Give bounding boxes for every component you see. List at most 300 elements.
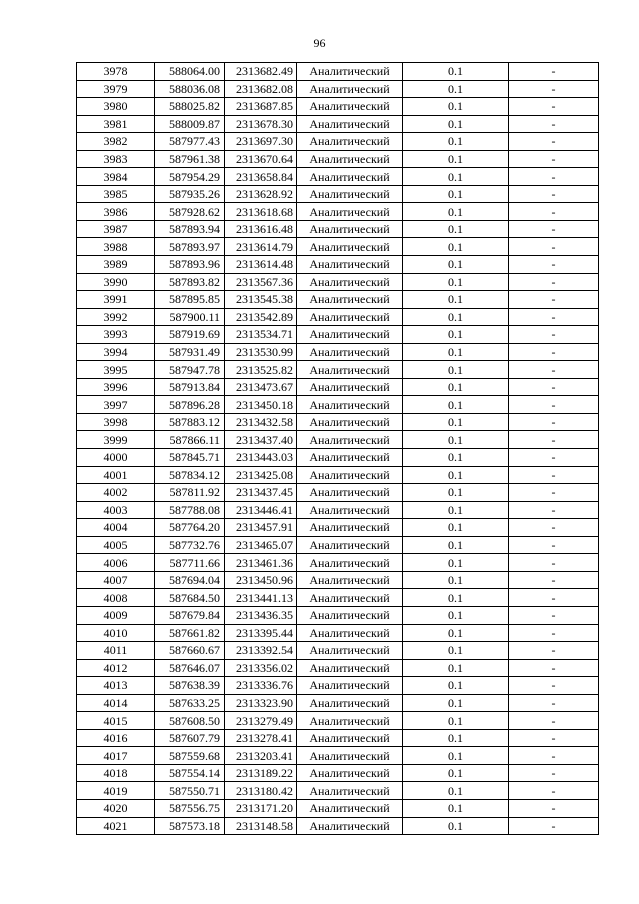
table-row [77,238,599,256]
accuracy-cell: 0.1 [403,764,509,782]
note-cell: - [509,536,599,554]
accuracy-cell: 0.1 [403,729,509,747]
x-coordinate-cell: 587732.76 [155,536,225,554]
y-coordinate-cell: 2313189.22 [225,764,297,782]
y-coordinate-cell: 2313616.48 [225,220,297,238]
table-row [77,571,599,589]
accuracy-cell: 0.1 [403,817,509,835]
x-coordinate-cell: 587895.85 [155,291,225,309]
note-cell: - [509,256,599,274]
point-number-cell: 4018 [77,764,155,782]
x-coordinate-cell: 587711.66 [155,554,225,572]
accuracy-cell: 0.1 [403,677,509,695]
y-coordinate-cell: 2313171.20 [225,799,297,817]
y-coordinate-cell: 2313392.54 [225,642,297,660]
y-coordinate-cell: 2313432.58 [225,413,297,431]
x-coordinate-cell: 587684.50 [155,589,225,607]
accuracy-cell: 0.1 [403,413,509,431]
y-coordinate-cell: 2313395.44 [225,624,297,642]
method-cell: Аналитический [297,642,403,660]
point-number-cell: 4005 [77,536,155,554]
x-coordinate-cell: 587788.08 [155,501,225,519]
accuracy-cell: 0.1 [403,115,509,133]
note-cell: - [509,115,599,133]
note-cell: - [509,659,599,677]
accuracy-cell: 0.1 [403,80,509,98]
accuracy-cell: 0.1 [403,624,509,642]
note-cell: - [509,133,599,151]
accuracy-cell: 0.1 [403,378,509,396]
accuracy-cell: 0.1 [403,150,509,168]
table-row [77,396,599,414]
x-coordinate-cell: 587607.79 [155,729,225,747]
accuracy-cell: 0.1 [403,238,509,256]
method-cell: Аналитический [297,185,403,203]
y-coordinate-cell: 2313446.41 [225,501,297,519]
method-cell: Аналитический [297,238,403,256]
method-cell: Аналитический [297,343,403,361]
y-coordinate-cell: 2313180.42 [225,782,297,800]
accuracy-cell: 0.1 [403,343,509,361]
point-number-cell: 4020 [77,799,155,817]
table-row [77,712,599,730]
x-coordinate-cell: 587573.18 [155,817,225,835]
y-coordinate-cell: 2313279.49 [225,712,297,730]
accuracy-cell: 0.1 [403,519,509,537]
method-cell: Аналитический [297,554,403,572]
point-number-cell: 4000 [77,449,155,467]
note-cell: - [509,413,599,431]
x-coordinate-cell: 587961.38 [155,150,225,168]
note-cell: - [509,642,599,660]
x-coordinate-cell: 587893.82 [155,273,225,291]
y-coordinate-cell: 2313425.08 [225,466,297,484]
note-cell: - [509,449,599,467]
note-cell: - [509,308,599,326]
x-coordinate-cell: 587679.84 [155,606,225,624]
y-coordinate-cell: 2313473.67 [225,378,297,396]
point-number-cell: 3981 [77,115,155,133]
point-number-cell: 3993 [77,326,155,344]
method-cell: Аналитический [297,501,403,519]
table-row [77,63,599,81]
point-number-cell: 3992 [77,308,155,326]
method-cell: Аналитический [297,606,403,624]
table-row [77,343,599,361]
method-cell: Аналитический [297,98,403,116]
table-row [77,98,599,116]
method-cell: Аналитический [297,168,403,186]
table-row [77,606,599,624]
y-coordinate-cell: 2313618.68 [225,203,297,221]
y-coordinate-cell: 2313356.02 [225,659,297,677]
y-coordinate-cell: 2313203.41 [225,747,297,765]
note-cell: - [509,185,599,203]
point-number-cell: 4001 [77,466,155,484]
point-number-cell: 4012 [77,659,155,677]
y-coordinate-cell: 2313441.13 [225,589,297,607]
method-cell: Аналитический [297,484,403,502]
x-coordinate-cell: 587935.26 [155,185,225,203]
point-number-cell: 3986 [77,203,155,221]
note-cell: - [509,361,599,379]
accuracy-cell: 0.1 [403,63,509,81]
y-coordinate-cell: 2313457.91 [225,519,297,537]
x-coordinate-cell: 587866.11 [155,431,225,449]
point-number-cell: 3990 [77,273,155,291]
y-coordinate-cell: 2313567.36 [225,273,297,291]
note-cell: - [509,273,599,291]
note-cell: - [509,501,599,519]
table-row [77,80,599,98]
accuracy-cell: 0.1 [403,606,509,624]
accuracy-cell: 0.1 [403,431,509,449]
x-coordinate-cell: 588025.82 [155,98,225,116]
point-number-cell: 3979 [77,80,155,98]
y-coordinate-cell: 2313545.38 [225,291,297,309]
point-number-cell: 3983 [77,150,155,168]
accuracy-cell: 0.1 [403,712,509,730]
x-coordinate-cell: 587633.25 [155,694,225,712]
y-coordinate-cell: 2313530.99 [225,343,297,361]
y-coordinate-cell: 2313437.45 [225,484,297,502]
note-cell: - [509,484,599,502]
accuracy-cell: 0.1 [403,168,509,186]
method-cell: Аналитический [297,396,403,414]
note-cell: - [509,694,599,712]
y-coordinate-cell: 2313278.41 [225,729,297,747]
y-coordinate-cell: 2313436.35 [225,606,297,624]
table-row [77,378,599,396]
note-cell: - [509,220,599,238]
table-row [77,220,599,238]
method-cell: Аналитический [297,624,403,642]
accuracy-cell: 0.1 [403,659,509,677]
accuracy-cell: 0.1 [403,326,509,344]
note-cell: - [509,203,599,221]
method-cell: Аналитический [297,571,403,589]
y-coordinate-cell: 2313443.03 [225,449,297,467]
y-coordinate-cell: 2313461.36 [225,554,297,572]
note-cell: - [509,747,599,765]
method-cell: Аналитический [297,747,403,765]
accuracy-cell: 0.1 [403,98,509,116]
accuracy-cell: 0.1 [403,554,509,572]
table-row [77,466,599,484]
note-cell: - [509,764,599,782]
method-cell: Аналитический [297,115,403,133]
table-row [77,747,599,765]
y-coordinate-cell: 2313534.71 [225,326,297,344]
accuracy-cell: 0.1 [403,361,509,379]
point-number-cell: 4016 [77,729,155,747]
method-cell: Аналитический [297,694,403,712]
point-number-cell: 3982 [77,133,155,151]
x-coordinate-cell: 587954.29 [155,168,225,186]
x-coordinate-cell: 587900.11 [155,308,225,326]
point-number-cell: 4006 [77,554,155,572]
accuracy-cell: 0.1 [403,256,509,274]
table-row [77,484,599,502]
method-cell: Аналитический [297,782,403,800]
x-coordinate-cell: 587646.07 [155,659,225,677]
method-cell: Аналитический [297,764,403,782]
point-number-cell: 3978 [77,63,155,81]
method-cell: Аналитический [297,817,403,835]
note-cell: - [509,677,599,695]
x-coordinate-cell: 587811.92 [155,484,225,502]
method-cell: Аналитический [297,291,403,309]
note-cell: - [509,431,599,449]
note-cell: - [509,343,599,361]
accuracy-cell: 0.1 [403,291,509,309]
method-cell: Аналитический [297,799,403,817]
method-cell: Аналитический [297,712,403,730]
y-coordinate-cell: 2313336.76 [225,677,297,695]
table-row [77,589,599,607]
note-cell: - [509,712,599,730]
note-cell: - [509,291,599,309]
accuracy-cell: 0.1 [403,589,509,607]
table-row [77,326,599,344]
method-cell: Аналитический [297,431,403,449]
accuracy-cell: 0.1 [403,396,509,414]
point-number-cell: 4002 [77,484,155,502]
accuracy-cell: 0.1 [403,203,509,221]
point-number-cell: 4010 [77,624,155,642]
x-coordinate-cell: 587913.84 [155,378,225,396]
y-coordinate-cell: 2313697.30 [225,133,297,151]
accuracy-cell: 0.1 [403,484,509,502]
method-cell: Аналитический [297,589,403,607]
x-coordinate-cell: 587845.71 [155,449,225,467]
x-coordinate-cell: 587608.50 [155,712,225,730]
note-cell: - [509,238,599,256]
point-number-cell: 4019 [77,782,155,800]
x-coordinate-cell: 587556.75 [155,799,225,817]
point-number-cell: 3988 [77,238,155,256]
table-row [77,519,599,537]
accuracy-cell: 0.1 [403,799,509,817]
point-number-cell: 4003 [77,501,155,519]
point-number-cell: 3995 [77,361,155,379]
accuracy-cell: 0.1 [403,694,509,712]
table-row [77,729,599,747]
accuracy-cell: 0.1 [403,501,509,519]
point-number-cell: 3987 [77,220,155,238]
x-coordinate-cell: 587554.14 [155,764,225,782]
method-cell: Аналитический [297,150,403,168]
point-number-cell: 4011 [77,642,155,660]
note-cell: - [509,817,599,835]
table-row [77,413,599,431]
y-coordinate-cell: 2313614.48 [225,256,297,274]
method-cell: Аналитический [297,677,403,695]
y-coordinate-cell: 2313465.07 [225,536,297,554]
y-coordinate-cell: 2313614.79 [225,238,297,256]
note-cell: - [509,326,599,344]
x-coordinate-cell: 587883.12 [155,413,225,431]
accuracy-cell: 0.1 [403,133,509,151]
method-cell: Аналитический [297,63,403,81]
method-cell: Аналитический [297,80,403,98]
method-cell: Аналитический [297,361,403,379]
point-number-cell: 4014 [77,694,155,712]
y-coordinate-cell: 2313682.08 [225,80,297,98]
table-row [77,133,599,151]
accuracy-cell: 0.1 [403,642,509,660]
accuracy-cell: 0.1 [403,782,509,800]
table-row [77,799,599,817]
note-cell: - [509,799,599,817]
page-number: 96 [313,36,326,50]
x-coordinate-cell: 588036.08 [155,80,225,98]
accuracy-cell: 0.1 [403,220,509,238]
y-coordinate-cell: 2313450.96 [225,571,297,589]
table-row [77,115,599,133]
x-coordinate-cell: 587559.68 [155,747,225,765]
table-row [77,150,599,168]
table-row [77,624,599,642]
table-row [77,361,599,379]
point-number-cell: 3994 [77,343,155,361]
y-coordinate-cell: 2313542.89 [225,308,297,326]
y-coordinate-cell: 2313682.49 [225,63,297,81]
point-number-cell: 3998 [77,413,155,431]
y-coordinate-cell: 2313437.40 [225,431,297,449]
note-cell: - [509,624,599,642]
accuracy-cell: 0.1 [403,571,509,589]
y-coordinate-cell: 2313678.30 [225,115,297,133]
accuracy-cell: 0.1 [403,536,509,554]
method-cell: Аналитический [297,466,403,484]
x-coordinate-cell: 587660.67 [155,642,225,660]
table-row [77,782,599,800]
y-coordinate-cell: 2313323.90 [225,694,297,712]
note-cell: - [509,519,599,537]
y-coordinate-cell: 2313525.82 [225,361,297,379]
x-coordinate-cell: 587931.49 [155,343,225,361]
x-coordinate-cell: 587764.20 [155,519,225,537]
note-cell: - [509,168,599,186]
table-row [77,764,599,782]
note-cell: - [509,80,599,98]
method-cell: Аналитический [297,536,403,554]
method-cell: Аналитический [297,256,403,274]
x-coordinate-cell: 587947.78 [155,361,225,379]
x-coordinate-cell: 587977.43 [155,133,225,151]
x-coordinate-cell: 587919.69 [155,326,225,344]
note-cell: - [509,571,599,589]
point-number-cell: 3989 [77,256,155,274]
x-coordinate-cell: 587893.96 [155,256,225,274]
table-row [77,256,599,274]
x-coordinate-cell: 587550.71 [155,782,225,800]
accuracy-cell: 0.1 [403,466,509,484]
table-row [77,273,599,291]
note-cell: - [509,396,599,414]
note-cell: - [509,554,599,572]
accuracy-cell: 0.1 [403,308,509,326]
method-cell: Аналитический [297,273,403,291]
point-number-cell: 4015 [77,712,155,730]
note-cell: - [509,729,599,747]
x-coordinate-cell: 587896.28 [155,396,225,414]
table-body [77,63,599,835]
table-row [77,642,599,660]
accuracy-cell: 0.1 [403,747,509,765]
point-number-cell: 4008 [77,589,155,607]
note-cell: - [509,589,599,607]
y-coordinate-cell: 2313658.84 [225,168,297,186]
point-number-cell: 4017 [77,747,155,765]
note-cell: - [509,466,599,484]
note-cell: - [509,63,599,81]
method-cell: Аналитический [297,519,403,537]
y-coordinate-cell: 2313670.64 [225,150,297,168]
table-row [77,449,599,467]
x-coordinate-cell: 587893.94 [155,220,225,238]
point-number-cell: 4013 [77,677,155,695]
table-row [77,817,599,835]
point-number-cell: 4007 [77,571,155,589]
table-row [77,659,599,677]
accuracy-cell: 0.1 [403,185,509,203]
table-row [77,291,599,309]
point-number-cell: 4004 [77,519,155,537]
table-row [77,431,599,449]
note-cell: - [509,378,599,396]
y-coordinate-cell: 2313450.18 [225,396,297,414]
x-coordinate-cell: 587694.04 [155,571,225,589]
note-cell: - [509,606,599,624]
x-coordinate-cell: 587928.62 [155,203,225,221]
table-row [77,203,599,221]
note-cell: - [509,98,599,116]
point-number-cell: 3984 [77,168,155,186]
method-cell: Аналитический [297,133,403,151]
table-row [77,501,599,519]
point-number-cell: 4021 [77,817,155,835]
coordinates-table [76,62,599,835]
method-cell: Аналитический [297,413,403,431]
y-coordinate-cell: 2313148.58 [225,817,297,835]
point-number-cell: 3996 [77,378,155,396]
point-number-cell: 3985 [77,185,155,203]
note-cell: - [509,150,599,168]
method-cell: Аналитический [297,659,403,677]
accuracy-cell: 0.1 [403,273,509,291]
x-coordinate-cell: 587893.97 [155,238,225,256]
x-coordinate-cell: 588064.00 [155,63,225,81]
point-number-cell: 3991 [77,291,155,309]
x-coordinate-cell: 587834.12 [155,466,225,484]
table-row [77,554,599,572]
table-row [77,677,599,695]
y-coordinate-cell: 2313628.92 [225,185,297,203]
method-cell: Аналитический [297,729,403,747]
method-cell: Аналитический [297,203,403,221]
note-cell: - [509,782,599,800]
point-number-cell: 3980 [77,98,155,116]
x-coordinate-cell: 588009.87 [155,115,225,133]
y-coordinate-cell: 2313687.85 [225,98,297,116]
table-row [77,185,599,203]
accuracy-cell: 0.1 [403,449,509,467]
point-number-cell: 4009 [77,606,155,624]
method-cell: Аналитический [297,449,403,467]
x-coordinate-cell: 587638.39 [155,677,225,695]
